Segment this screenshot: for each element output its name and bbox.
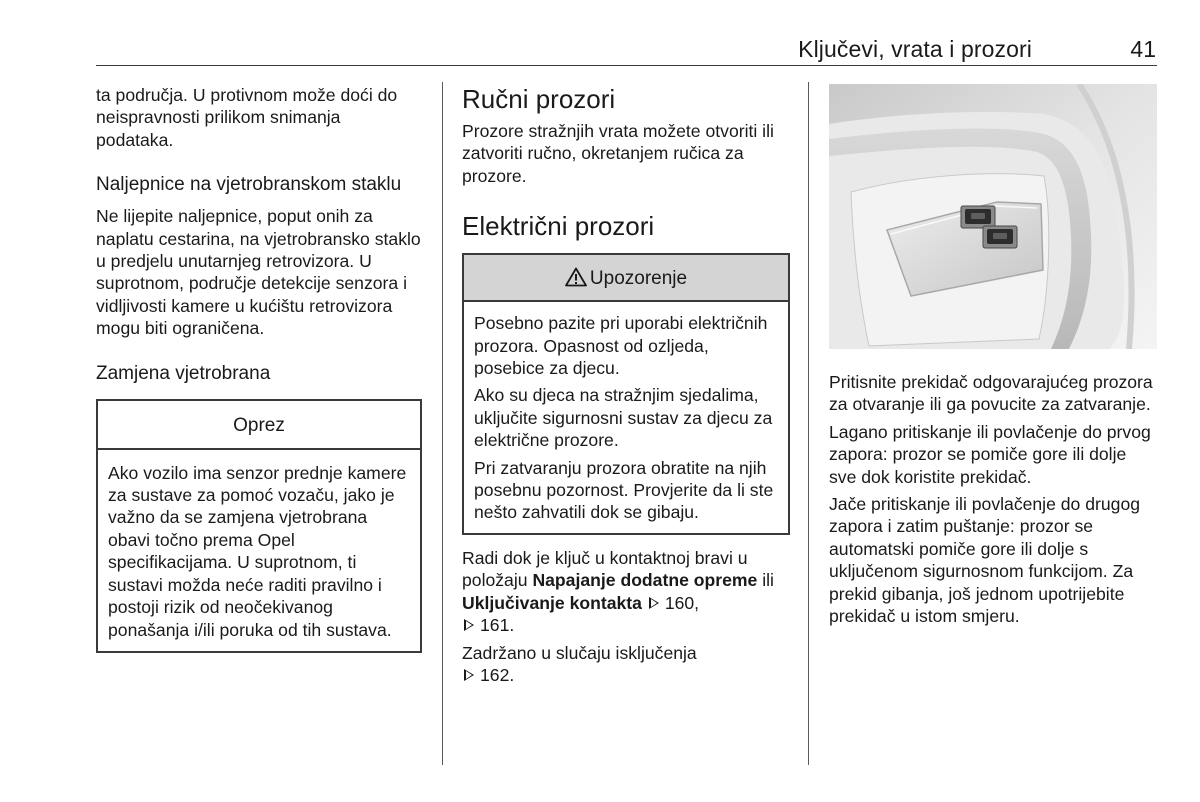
header-title: Ključevi, vrata i prozori xyxy=(798,36,1032,62)
instruction-paragraph: Pritisnite prekidač odgovarajućeg prozora za otvaranje ili ga povucite za zatvaranje. xyxy=(829,372,1153,415)
ignition-text: ili xyxy=(762,570,774,591)
ignition-paragraph xyxy=(462,547,790,637)
column-right xyxy=(829,84,1157,627)
column-middle xyxy=(462,84,790,686)
section-heading-windscreen: Zamjena vjetrobrana xyxy=(96,362,271,384)
page-reference[interactable]: 162. xyxy=(480,664,515,685)
cross-reference-icon xyxy=(464,669,474,681)
header-rule xyxy=(96,65,1157,66)
stickers-paragraph: Ne lijepite naljepnice, poput onih za naplatu cestarina, na vjetrobransko staklo u predjelu unutarnjeg retrovizora. U suprotnom, područje detekcije senzora i vidljivosti kamere u kućištu retrovizora mogu biti ograničena. xyxy=(96,206,421,339)
warning-box xyxy=(462,253,790,535)
page-number: 41 xyxy=(1130,36,1156,62)
warning-paragraph: Pri zatvaranju prozora obratite na njih posebnu pozornost. Provjerite da li ste nešto zahvatili dok se gibaju. xyxy=(474,457,774,523)
caution-title: Oprez xyxy=(98,401,420,450)
warning-paragraph: Ako su djeca na stražnjim sjedalima, uključite sigurnosni sustav za djecu za električne prozore. xyxy=(474,385,773,451)
instruction-paragraph: Lagano pritiskanje ili povlačenje do prvog zapora: prozor se pomiče gore ili dolje sve dok koristite prekidač. xyxy=(829,421,1151,487)
column-left xyxy=(96,84,422,653)
column-divider xyxy=(808,82,809,765)
column-divider xyxy=(442,82,443,765)
retained-power-paragraph xyxy=(462,642,790,687)
warning-header xyxy=(464,255,788,302)
page-reference[interactable]: 161. xyxy=(480,615,515,636)
caution-text: Ako vozilo ima senzor prednje kamere za sustave za pomoć vozaču, jako je važno da se zamjena vjetrobrana obavi točno prema Opel specifikacijama. U suprotnom, ti sustavi možda neće raditi pravilno i postoji rizik od neočekivanog ponašanja i/ili poruka od tih sustava. xyxy=(108,462,407,640)
window-switch-illustration xyxy=(829,84,1157,349)
ignition-on-label: Uključivanje kontakta xyxy=(462,592,642,613)
retained-power-text: Zadržano u slučaju isključenja xyxy=(462,642,697,663)
caution-box xyxy=(96,399,422,653)
warning-triangle-icon xyxy=(565,267,587,287)
page-reference[interactable]: 160, xyxy=(664,592,700,613)
ignition-text: Radi dok je ključ u kontaktnoj bravi u položaju xyxy=(462,547,748,591)
section-heading-stickers: Naljepnice na vjetrobranskom staklu xyxy=(96,174,402,196)
heading-manual-windows: Ručni prozori xyxy=(462,84,616,114)
warning-title: Upozorenje xyxy=(589,268,688,290)
cross-reference-icon xyxy=(464,619,474,631)
intro-paragraph: ta područja. U protivnom može doći do neispravnosti prilikom snimanja podataka. xyxy=(96,85,398,150)
heading-power-windows: Električni prozori xyxy=(462,211,655,242)
warning-paragraph: Posebno pazite pri uporabi električnih prozora. Opasnost od ozljeda, posebice za djecu. xyxy=(474,313,768,379)
accessory-power-label: Napajanje dodatne opreme xyxy=(532,570,758,591)
manual-windows-text: Prozore stražnjih vrata možete otvoriti ili zatvoriti ručno, okretanjem ručica za prozore. xyxy=(462,121,774,186)
cross-reference-icon xyxy=(649,597,659,609)
instruction-paragraph: Jače pritiskanje ili povlačenje do drugog zapora i zatim puštanje: prozor se automatski pomiče gore ili dolje s uključenom sigurnosnom funkcijom. Za prekid gibanja, još jednom upotrijebite prekidač u istom smjeru. xyxy=(829,494,1141,627)
